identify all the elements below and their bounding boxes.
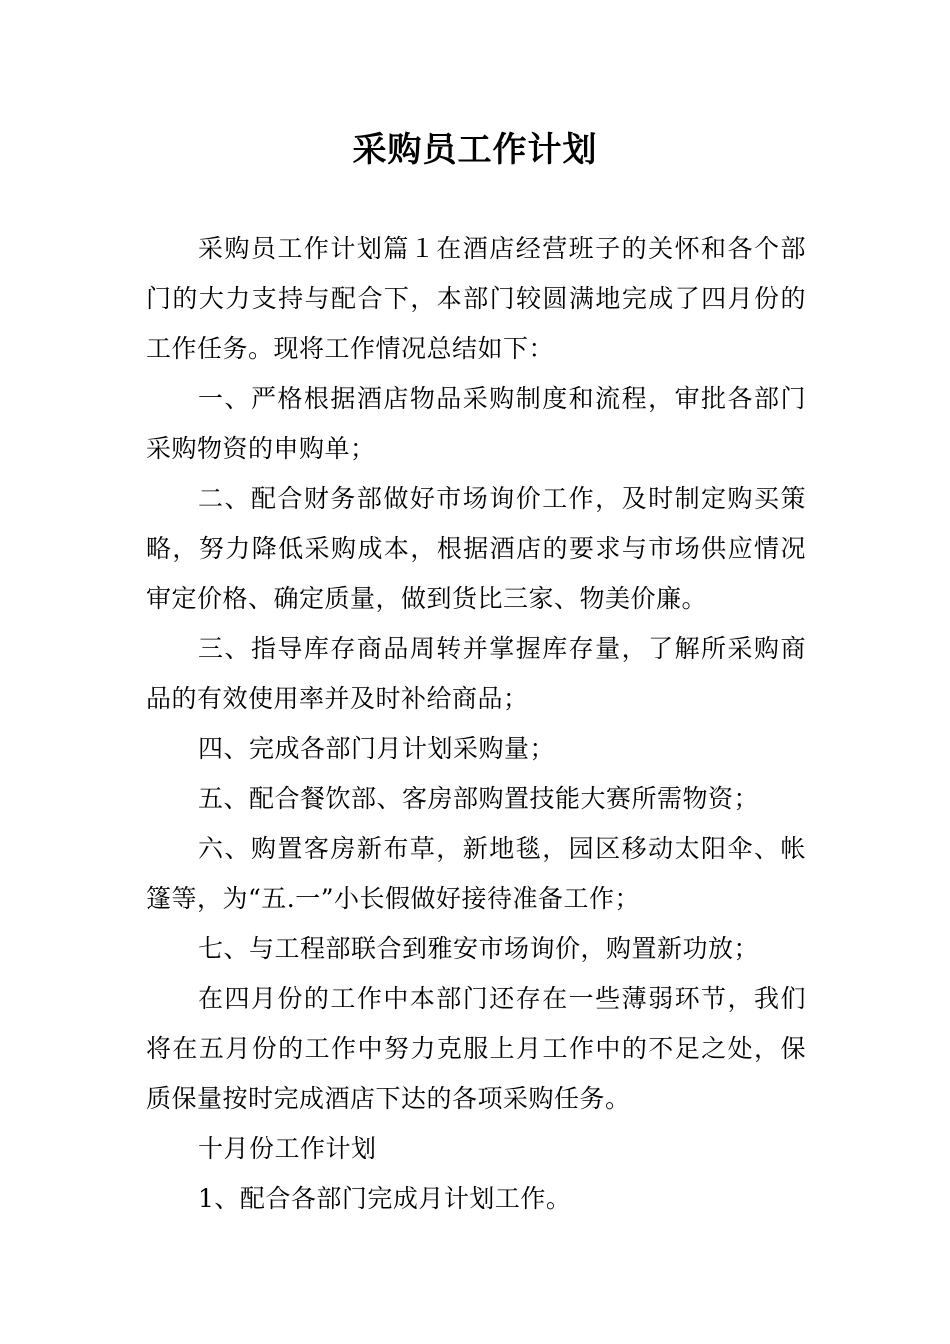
paragraph-item-5: 五、配合餐饮部、客房部购置技能大赛所需物资； — [198, 784, 760, 813]
paragraph-item-4: 四、完成各部门月计划采购量； — [198, 734, 556, 763]
document-title: 采购员工作计划 — [352, 130, 598, 170]
paragraph-item-6: 六、购置客房新布草，新地毯，园区移动太阳伞、帐篷等，为“五.一”小长假做好接待准备工作； — [146, 834, 806, 913]
paragraph-item-7: 七、与工程部联合到雅安市场询价，购置新功放； — [198, 934, 760, 963]
document-body — [146, 224, 806, 1224]
paragraph-intro: 采购员工作计划篇１在酒店经营班子的关怀和各个部门的大力支持与配合下，本部门较圆满地完成了四月份的工作任务。现将工作情况总结如下： — [146, 234, 806, 363]
paragraph-item-1: 一、严格根据酒店物品采购制度和流程，审批各部门采购物资的申购单； — [146, 384, 806, 463]
paragraph-plan-item-1: 1、配合各部门完成月计划工作。 — [198, 1184, 572, 1213]
paragraph-summary: 在四月份的工作中本部门还存在一些薄弱环节，我们将在五月份的工作中努力克服上月工作中的不足之处，保质保量按时完成酒店下达的各项采购任务。 — [146, 984, 806, 1113]
section-heading-october-plan: 十月份工作计划 — [198, 1134, 377, 1163]
paragraph-item-2: 二、配合财务部做好市场询价工作，及时制定购买策略，努力降低采购成本，根据酒店的要求与市场供应情况审定价格、确定质量，做到货比三家、物美价廉。 — [146, 484, 806, 613]
paragraph-item-3: 三、指导库存商品周转并掌握库存量，了解所采购商品的有效使用率并及时补给商品； — [146, 634, 806, 713]
